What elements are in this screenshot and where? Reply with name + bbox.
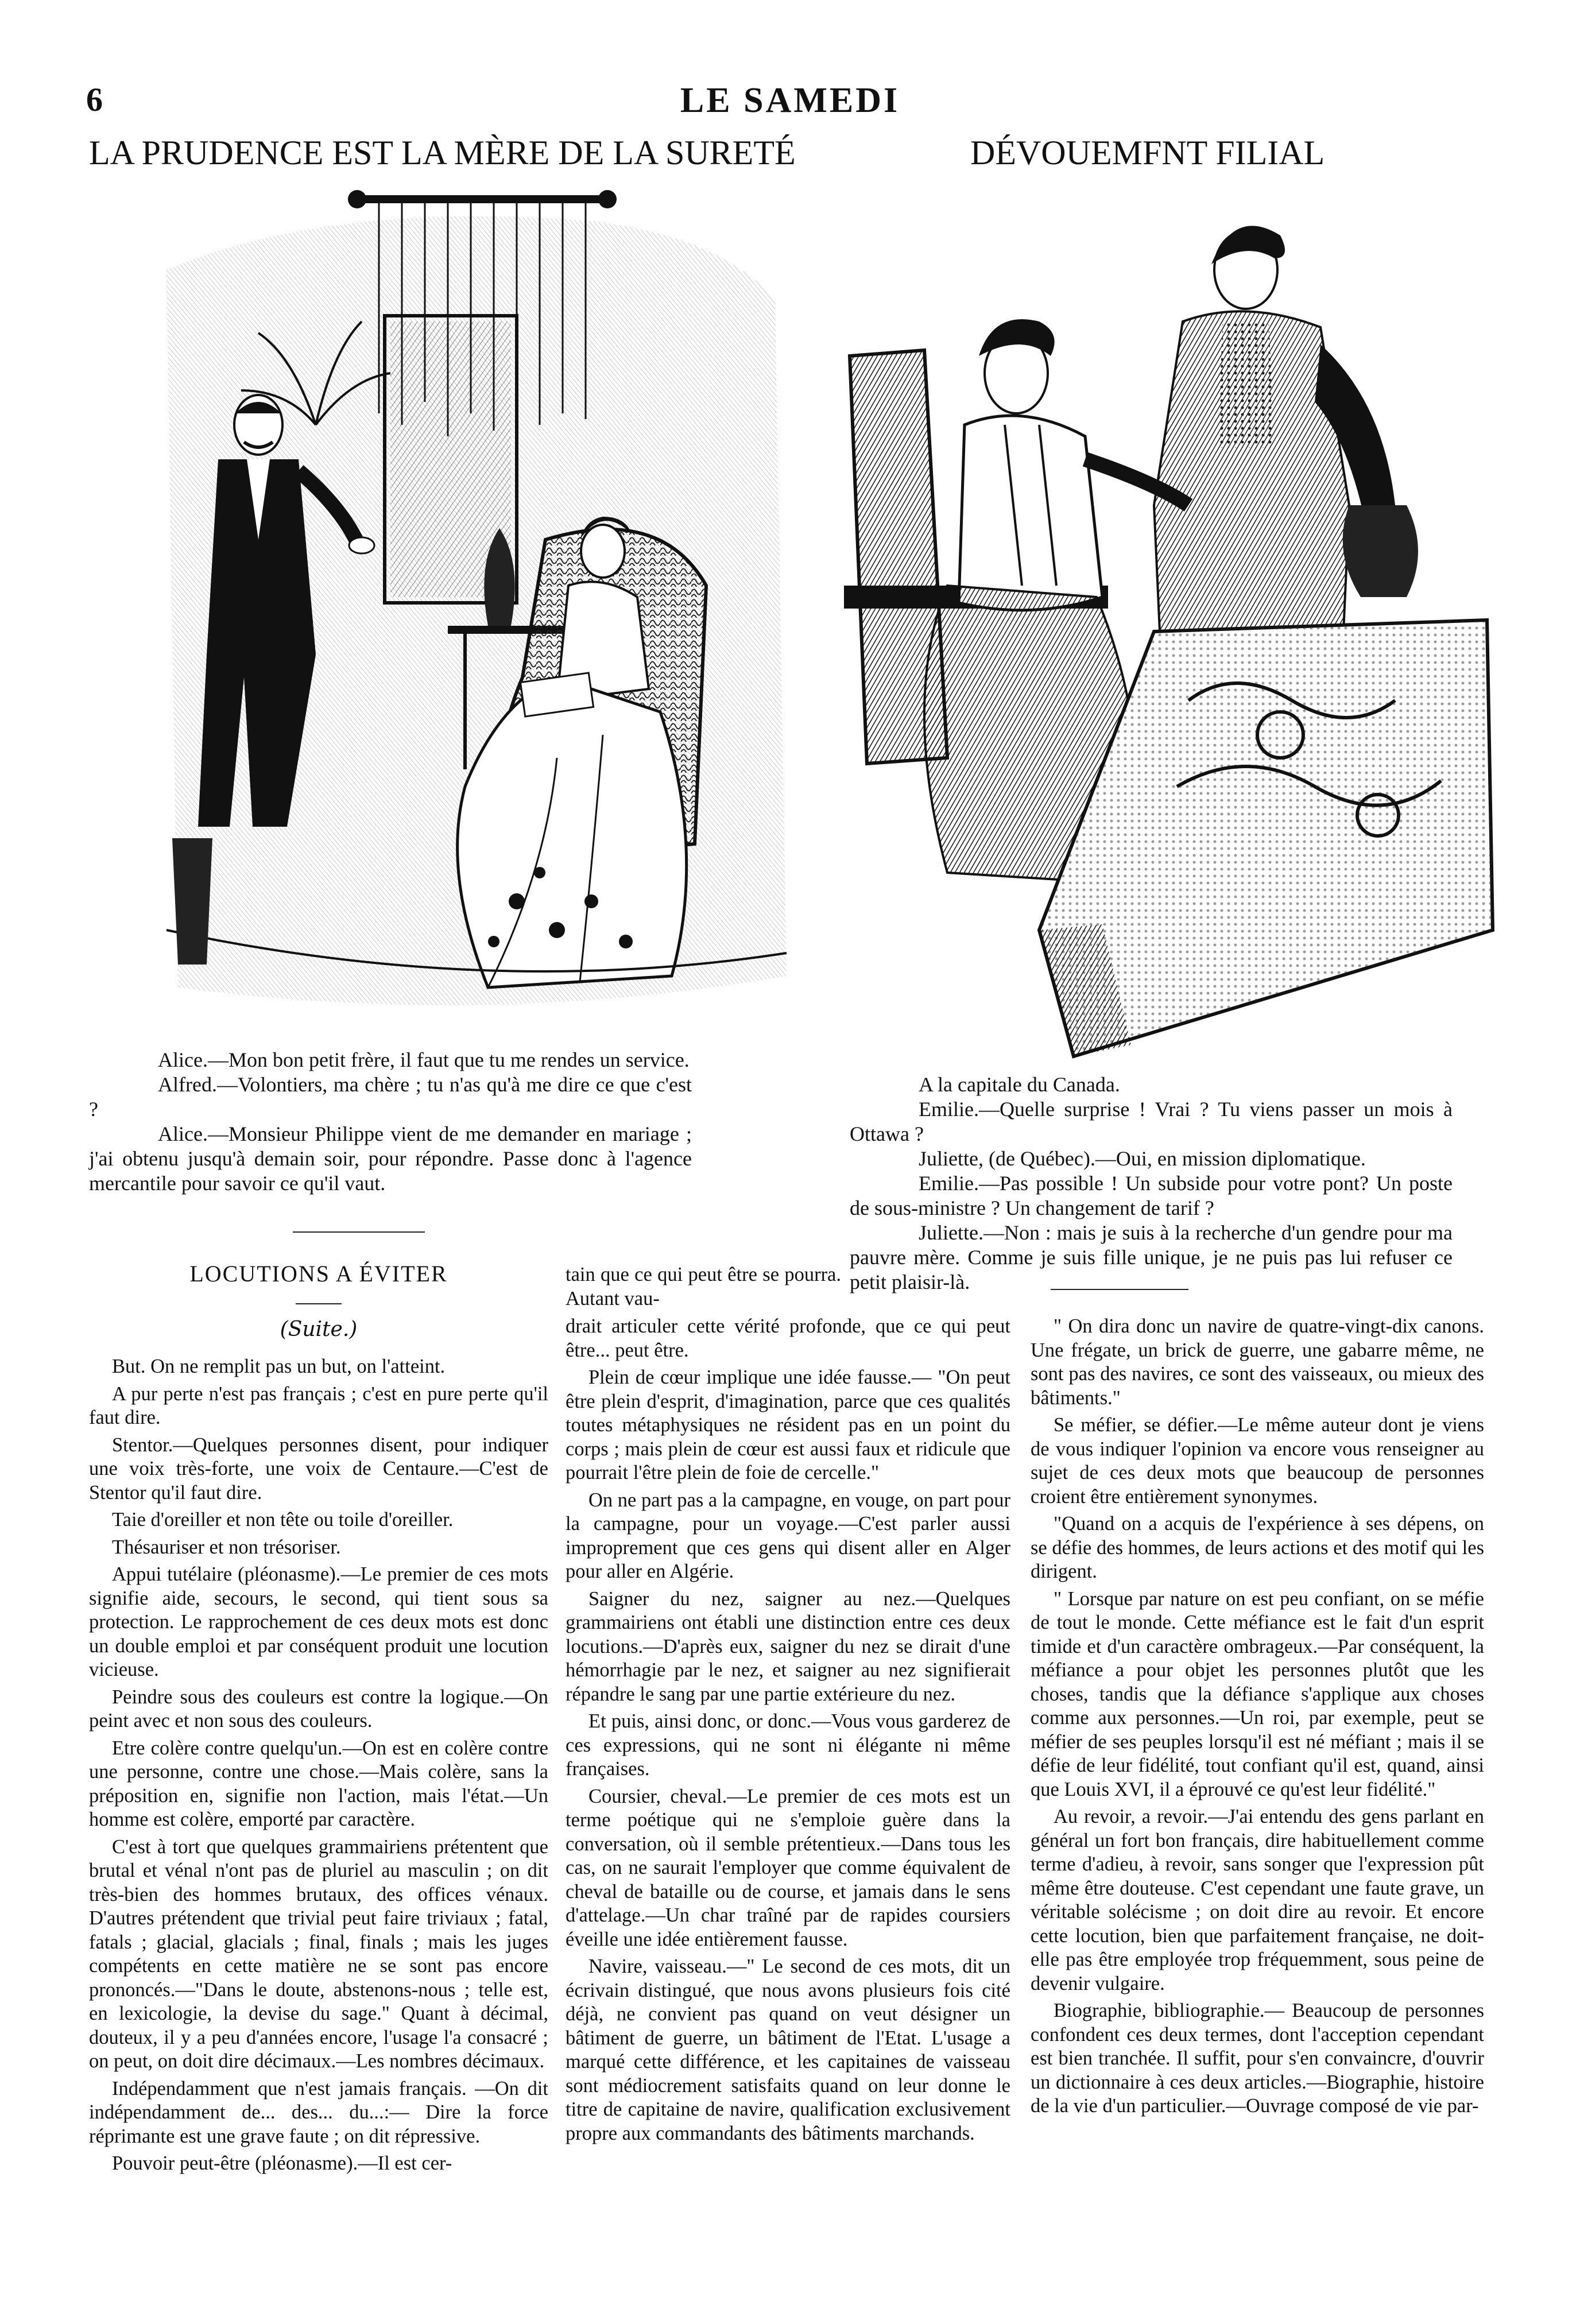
caption-line-4: Emilie.—Pas possible ! Un subside pour votre pont? Un poste de sous-ministre ? Un changement de tarif ?: [850, 1172, 1453, 1219]
paragraph: On ne part pas a la campagne, en vouge, on part pour la campagne, pour un voyage.—C'est parler aussi improprement que ces gens qui disent aller en Alger pour aller en Algérie.: [566, 1489, 1010, 1582]
paragraph: Coursier, cheval.—Le premier de ces mots est un terme poétique qui ne s'emploie guère dans la conversation, où il semble prétentieux.—Dans tous les cas, on ne saurait l'employer que comme équivalent de cheval de bataille ou de course, et jamais dans le sens d'attelage.—Un char traîné par de rapides coursiers éveille une idée entièrement fausse.: [566, 1785, 1010, 1950]
paragraph: Pouvoir peut-être (pléonasme).—Il est cer-: [112, 2152, 452, 2174]
right-caption: [850, 1072, 1453, 1295]
paragraph: Navire, vaisseau.—" Le second de ces mots, dit un écrivain distingué, que nous avons plusieurs fois cité déjà, ne convient pas quand on veut désigner un bâtiment de guerre, un bâtiment de l'Etat. L'usage a marqué cette différence, et les capitaines de vaisseau sont médiocrement satisfaits quand on leur donne le titre de capitaine de navire, qualification exclusivement propre aux commandants des bâtiments marchands.: [566, 1955, 1010, 2144]
right-illustration: [832, 184, 1498, 1068]
caption-line-1: A la capitale du Canada.: [919, 1073, 1120, 1096]
paragraph: Biographie, bibliographie.— Beaucoup de personnes confondent ces deux termes, dont l'acception cependant est bien tranchée. Il suffit, pour s'en convaincre, d'ouvrir un dictionnaire à ces deux articles.—Biographie, histoire de la vie d'un particulier.—Ouvrage composé de vie par-: [1031, 2000, 1484, 2117]
caption-line-1: Alice.—Mon bon petit frère, il faut que tu me rendes un service.: [158, 1048, 690, 1071]
left-illustration: [144, 184, 798, 1033]
paragraph: Se méfier, se défier.—Le même auteur dont je viens de vous indiquer l'opinion va encore vous renseigner au sujet de ces deux mots que beaucoup de personnes croient être entièrement synonymes.: [1031, 1414, 1484, 1508]
left-caption: [89, 1048, 692, 1196]
paragraph: tain que ce qui peut être se pourra. Autant vau-: [566, 1264, 841, 1310]
paragraph: Au revoir, a revoir.—J'ai entendu des gens parlant en général un fort bon français, dire habituellement comme terme d'adieu, à revoir, sans songer que l'expression pût même être douteuse. C'est cependant une faute grave, un véritable solécisme ; on doit dire au revoir. Et encore cette locution, bien que parfaitement française, ne doit-elle pas être employée trop fréquemment, sous peine de devenir vulgaire.: [1031, 1806, 1484, 1994]
paragraph: Appui tutélaire (pléonasme).—Le premier de ces mots signifie aide, secours, le second, qui tient sous sa protection. Le rapprochement de ces deux mots est donc un double emploi et par conséquent produit une locution vicieuse.: [89, 1563, 548, 1680]
paragraph: But. On ne remplit pas un but, on l'atteint.: [112, 1355, 446, 1377]
paragraph: Taie d'oreiller et non tête ou toile d'oreiller.: [112, 1509, 454, 1531]
paragraph: Plein de cœur implique une idée fausse.— "On peut être plein d'esprit, d'imagination, parce que ces qualités toutes métaphysiques ne résident pas en un point du corps ; mais plein de cœur est aussi faux et ridicule que pourrait l'être plein de foie de cercelle.": [566, 1366, 1010, 1484]
page-number: 6: [86, 81, 103, 118]
left-article-title: LA PRUDENCE EST LA MÈRE DE LA SURETÉ: [89, 134, 796, 172]
divider-left: [293, 1231, 425, 1233]
section-title: LOCUTIONS A ÉVITER: [189, 1261, 448, 1287]
paragraph: Stentor.—Quelques personnes disent, pour indiquer une voix très-forte, une voix de Centaure.—C'est de Stentor qu'il faut dire.: [89, 1434, 548, 1504]
paragraph: Indépendamment que n'est jamais français. —On dit indépendamment de... des... du...:— Dire la force réprimante est une grave faute ; on dit répressive.: [89, 2077, 548, 2147]
column-1: [89, 1355, 548, 2302]
paragraph: Peindre sous des couleurs est contre la logique.—On peint avec et non sous des couleurs.: [89, 1686, 548, 1732]
paragraph: drait articuler cette vérité profonde, que ce qui peut être... peut être.: [566, 1315, 1010, 1361]
column-2: [566, 1315, 1010, 2302]
caption-line-3: Alice.—Monsieur Philippe vient de me demander en mariage ; j'ai obtenu jusqu'à demain soir, pour répondre. Passe donc à l'agence mercantile pour savoir ce qu'il vaut.: [89, 1122, 692, 1195]
caption-line-2: Emilie.—Quelle surprise ! Vrai ? Tu viens passer un mois à Ottawa ?: [850, 1098, 1453, 1145]
paragraph: C'est à tort que quelques grammairiens prétentent que brutal et vénal n'ont pas de pluriel au masculin ; on dit très-bien des hommes brutaux, des offices vénaux. D'autres prétendent que trivial peut faire triviaux ; fatal, fatals ; glacial, glacials ; final, finals ; mais les juges compétents en cette matière ne se sont pas encore prononcés.—"Dans le doute, abstenons-nous ; telle est, en lexicologie, la devise du sage." Quant à décimal, douteux, il y a peu d'années encore, l'usage l'a consacré ; on peut, on doit dire décimaux.—Les nombres décimaux.: [89, 1835, 548, 2072]
right-article-title: DÉVOUEMFNT FILIAL: [970, 134, 1325, 172]
paragraph: Et puis, ainsi donc, or donc.—Vous vous garderez de ces expressions, qui ne sont ni élégante ni même françaises.: [566, 1710, 1010, 1780]
column-3: [1031, 1315, 1484, 2302]
paragraph: " On dira donc un navire de quatre-vingt-dix canons. Une frégate, un brick de guerre, une gabarre même, ne sont pas des navires, ce sont des vaisseaux, ou mieux des bâtiments.": [1031, 1315, 1484, 1409]
masthead: LE SAMEDI: [680, 81, 900, 120]
suite-label: (Suite.): [280, 1318, 358, 1341]
paragraph: Etre colère contre quelqu'un.—On est en colère contre une personne, contre une chose.—Mais colère, sans la préposition en, signifie non l'action, mais l'état.—Un homme est colère, emporté par caractère.: [89, 1737, 548, 1830]
paragraph: Thésauriser et non trésoriser.: [112, 1536, 341, 1558]
caption-line-2: Alfred.—Volontiers, ma chère ; tu n'as qu'à me dire ce que c'est ?: [89, 1073, 692, 1121]
caption-line-5: Juliette.—Non : mais je suis à la recherche d'un gendre pour ma pauvre mère. Comme je suis fille unique, je ne puis pas lui refuser ce petit plaisir-là.: [850, 1221, 1453, 1293]
paragraph: "Quand on a acquis de l'expérience à ses dépens, on se défie des hommes, de leurs actions et des motif qui les dirigent.: [1031, 1513, 1484, 1582]
divider-right: [1051, 1289, 1188, 1290]
caption-line-3: Juliette, (de Québec).—Oui, en mission diplomatique.: [919, 1147, 1366, 1170]
column-2-top: [566, 1263, 841, 1314]
paragraph: Saigner du nez, saigner au nez.—Quelques grammairiens ont établi une distinction entre ces deux locutions.—D'après eux, saigner du nez se dirait d'une hémorrhagie par le nez, et saigner au nez signifierait répandre le sang par une partie extérieure du nez.: [566, 1587, 1010, 1705]
paragraph: " Lorsque par nature on est peu confiant, on se méfie de tout le monde. Cette méfiance est le fait d'un esprit timide et d'un caractère ombrageux.—Par conséquent, la méfiance a pour objet les personnes plutôt que les choses, tandis que la défiance s'applique aux choses comme aux personnes.—Un roi, par exemple, peut se méfier de ses peuples lorsqu'il est né méfiant ; mais il se défie de leur fidélité, tout confiant qu'il est, quand, ainsi que Louis XVI, il a éprouvé ce qu'est leur fidélité.": [1031, 1587, 1484, 1800]
paragraph: A pur perte n'est pas français ; c'est en pure perte qu'il faut dire.: [89, 1382, 548, 1428]
title-underline: [296, 1303, 342, 1304]
